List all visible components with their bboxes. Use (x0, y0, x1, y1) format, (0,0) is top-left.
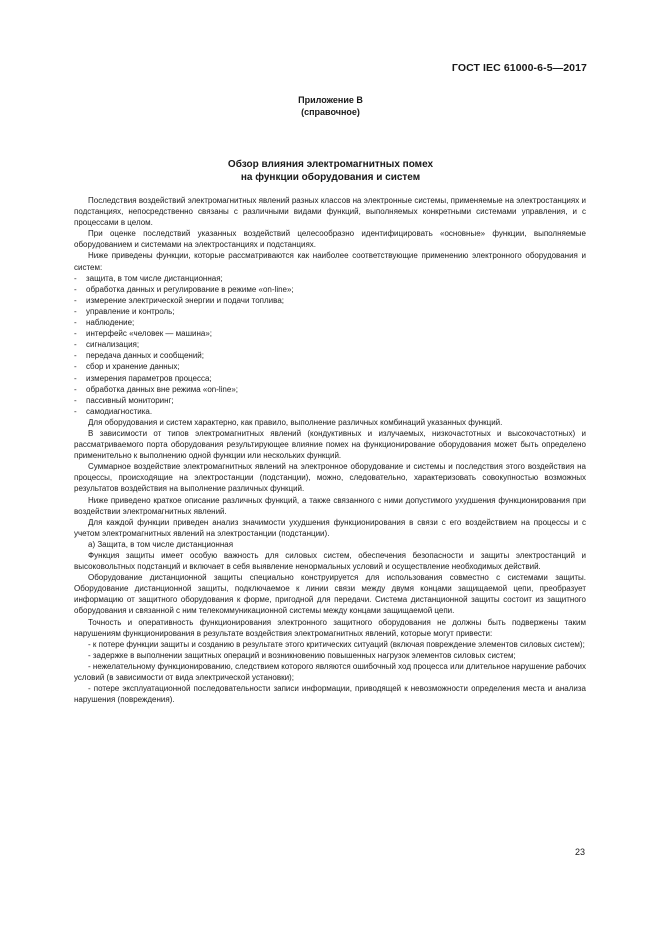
paragraph: - потере эксплуатационной последовательности записи информации, приводящей к невозможности определения места и анализа нарушения (повреждения). (74, 684, 586, 705)
section-title (0, 158, 661, 184)
list-item (74, 284, 586, 295)
paragraph: В зависимости от типов электромагнитных явлений (кондуктивных и излучаемых, низкочастотных и высокочастотных) и рассматриваемого порта оборудования результирующее влияние помех на функционирование оборудования может быть определено применительно к выполнению одной функции или нескольких функций. (74, 428, 586, 461)
paragraph: Последствия воздействий электромагнитных явлений разных классов на электронные системы, применяемые на электростанциях и подстанциях, непосредственно связаны с различными видами функций, выполняемых конкретными системами управления, и с процессами в целом. (74, 196, 586, 228)
list-dash: - (74, 362, 77, 372)
list-dash: - (74, 306, 77, 316)
list-item-text: обработка данных и регулирование в режиме «on-line»; (86, 284, 294, 294)
paragraph: - нежелательному функционированию, следствием которого являются ошибочный ход процесса или длительное нарушение рабочих условий (в зависимости от вида электрической установки); (74, 661, 586, 683)
list-item (74, 395, 586, 406)
paragraph: а) Защита, в том числе дистанционная (88, 539, 234, 549)
section-title-line1: Обзор влияния электромагнитных помех (227, 159, 434, 170)
list-dash: - (74, 351, 77, 361)
list-item-text: управление и контроль; (86, 306, 175, 316)
list-dash: - (74, 329, 77, 339)
list-item (74, 328, 586, 339)
paragraph: Функция защиты имеет особую важность для силовых систем, обеспечения безопасности и защиты электростанций и высоковольтных подстанций и включает в себя выявление ненормальных условий и осуществление необходимых действий. (74, 551, 586, 572)
list-dash: - (74, 318, 77, 328)
list-item-text: передача данных и сообщений; (86, 351, 204, 361)
list-item-text: пассивный мониторинг; (86, 395, 174, 405)
paragraph: Для каждой функции приведен анализ значимости ухудшения функционирования в связи с его воздействием на процессы и с учетом электромагнитных явлений на электростанции (подстанции). (74, 517, 586, 538)
appendix-subtitle: (справочное) (301, 107, 360, 117)
paragraph: Суммарное воздействие электромагнитных явлений на электронное оборудование и системы и последствия этого воздействия на процессы, происходящие на электростанции (подстанции), можно, следовательно, характеризовать совокупностью возможных результатов воздействия на выполнение различных функций. (74, 462, 586, 494)
list-item (74, 306, 586, 317)
list-item-text: сигнализация; (86, 340, 140, 350)
paragraph: Ниже приведено краткое описание различных функций, а также связанного с ними допустимого ухудшения функционирования при воздействии электромагнитных явлений. (74, 495, 586, 516)
list-item (74, 361, 586, 372)
list-item-text: самодиагностика. (86, 406, 153, 416)
appendix-heading (0, 94, 661, 118)
list-item (74, 317, 586, 328)
paragraph: - к потере функции защиты и созданию в результате этого критических ситуаций (включая повреждение элементов силовых систем); (88, 639, 585, 649)
body-text (74, 195, 586, 705)
list-item (74, 339, 586, 350)
paragraph: При оценке последствий указанных воздействий целесообразно идентифицировать «основные» функции, выполняемые оборудованием и системами на электростанциях и подстанциях. (74, 229, 586, 250)
list-dash: - (74, 273, 77, 283)
section-title-line2: на функции оборудования и систем (240, 172, 421, 183)
page-number: 23 (574, 847, 585, 857)
appendix-title: Приложение В (298, 95, 363, 105)
list-item-text: измерения параметров процесса; (86, 373, 212, 383)
list-dash: - (74, 373, 77, 383)
list-item-text: наблюдение; (86, 318, 135, 328)
list-item (74, 273, 586, 284)
list-item (74, 295, 586, 306)
list-item-text: измерение электрической энергии и подачи топлива; (86, 295, 284, 305)
list-item-text: обработка данных вне режима «on-line»; (86, 384, 238, 394)
list-dash: - (74, 340, 77, 350)
list-dash: - (74, 406, 77, 416)
paragraph: Точность и оперативность функционирования электронного защитного оборудования не должны быть подвержены таким нарушениям функционирования в результате воздействия электромагнитных явлений, которые могут привести: (74, 617, 586, 638)
list-dash: - (74, 295, 77, 305)
paragraph: Ниже приведены функции, которые рассматриваются как наиболее соответствующие применению электронного оборудования и систем: (74, 251, 586, 272)
list-item-text: сбор и хранение данных; (86, 362, 180, 372)
list-item (74, 384, 586, 395)
list-item (74, 373, 586, 384)
paragraph: - задержке в выполнении защитных операций и возникновению повышенных нагрузок элементов силовых систем; (88, 650, 516, 660)
list-dash: - (74, 395, 77, 405)
list-dash: - (74, 284, 77, 294)
paragraph: Оборудование дистанционной защиты специально конструируется для использования совместно с системами защиты. Оборудование дистанционной защиты, подключаемое к линии связи между двумя концами защищаемой цепи, преобразует информацию от защитного оборудования к форме, пригодной для передачи. Система дистанционной защиты состоит из защитного оборудования и связанной с ним телекоммуникационной системы между концами защищаемой цепи. (74, 573, 586, 616)
paragraph: Для оборудования и систем характерно, как правило, выполнение различных комбинаций указанных функций. (88, 417, 503, 427)
list-item-text: интерфейс «человек — машина»; (86, 329, 213, 339)
list-item (74, 406, 586, 417)
list-item-text: защита, в том числе дистанционная; (86, 273, 223, 283)
list-item (74, 350, 586, 361)
standard-code: ГОСТ IEC 61000-6-5—2017 (451, 62, 587, 74)
list-dash: - (74, 384, 77, 394)
